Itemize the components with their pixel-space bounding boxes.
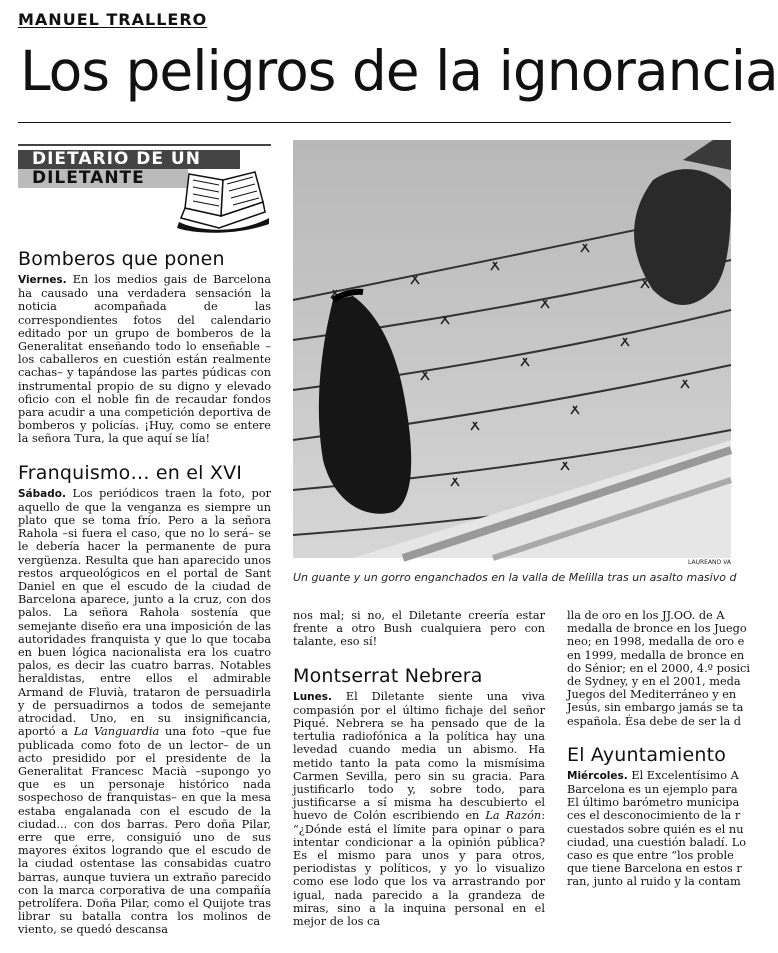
section-text-bomberos [18,273,271,446]
text-line: do Sénior; en el 2000, 4.º posici [567,661,750,675]
day-label-viernes: Viernes. [18,274,67,286]
open-book-icon [175,172,271,236]
publication-name: La Vanguardia [73,725,160,739]
section-text-ayuntamiento [567,769,767,889]
column-1 [18,136,271,953]
photo-caption: Un guante y un gorro enganchados en la valla de Melilla tras un asalto masivo d [293,571,737,584]
section-title-franquismo: Franquismo… en el XVI [18,461,243,484]
body-text: En los medios gais de Barcelona ha causado una verdadera sensación la noticia acompañada de las correspondientes fotos del calendario editado por un grupo de bomberos de la Generalitat enseñando todo lo enseñable –los caballeros en cuestión están realmente cachas– y tapándose las partes púdicas con instrumental propio de su digno y elevado oficio con el noble fin de recaudar fondos para acudir a una competición deportiva de bomberos y policías. ¡Huy, como se entere la señora Tura, la que aquí se lía! [18,273,271,446]
continued-text [567,609,767,728]
text-line: medalla de bronce en los Juego [567,622,747,636]
text-line: en 1999, medalla de bronce en [567,648,745,662]
text-line: Barcelona es un ejemplo para [567,783,738,797]
text-line: ran, junto al ruido y la contam [567,875,741,889]
section-title-bomberos: Bomberos que ponen [18,248,225,270]
photo-credit: LAUREANO VA [688,559,731,566]
day-label-sabado: Sábado. [18,487,66,500]
continued-text: nos mal; si no, el Diletante creería estar frente a otro Bush cualquiera pero con talante, eso sí! [293,609,545,649]
body-text: El Diletante siente una viva compasión por el último fichaje del señor Piqué. Nebrera se ha pensado que de la tertulia radiofónica a la política hay una levedad cuando media un abismo. Ha metido tanto la pata como la mismísima Carmen Sevilla, pero sin su gracia. Para justificarlo todo y, sobre todo, para justificarse a sí misma ha descubierto el huevo de Colón escribiendo en [293,689,545,823]
publication-name: La Razón [485,809,542,823]
text-line: El último barómetro municipa [567,796,740,810]
section-text-franquismo [18,487,271,937]
text-line: Jesús, sin embargo jamás se ta [567,701,744,715]
text-line: caso es que entre “los proble [567,849,734,863]
text-line: cuestados sobre quién es el nu [567,822,744,836]
text-line: de Sydney, y en el 2001, meda [567,675,741,689]
author-byline: MANUEL TRALLERO [18,10,208,29]
body-text: una foto –que fue publicada como foto de un lector– de un acto presidido por el presidente de la Generalitat Francesc Macià –supongo yo que es un personaje histórico nada sospechoso de franquistas– en que la mesa estaba engalanada con el escudo de la ciudad... con dos barras. Pero doña Pilar, erre que erre, consiguió uno de sus mayores éxitos logrando que el escudo de la ciudad ostentase las consabidas cuatro barras, aunque tuviera un extraño parecido con la marca corporativa de una compañía petrolífera. Doña Pilar, como el Quijote tras librar su batalla contra los molinos de viento, se quedó descansa [18,725,271,937]
dietario-rule [18,144,271,146]
photo-fence [293,140,731,558]
text-line: lla de oro en los JJ.OO. de A [567,609,725,622]
text-line: que tiene Barcelona en estos r [567,862,742,876]
text-line: neo; en 1998, medalla de oro e [567,635,745,649]
text-line: ciudad, una cuestión baladí. Lo [567,835,747,849]
column-2 [293,609,545,944]
header-rule [18,122,731,123]
day-label-miercoles: Miércoles. [567,769,628,782]
body-text: Los periódicos traen la foto, por aquello de que la venganza es siempre un plato que se toma frío. Pero a la señora Rahola –si fuera el caso, que no lo será– se le debería hacer la permanente de pura vergüenza. Resulta que han aparecido unos restos arqueológicos en el portal de Sant Daniel en que el escudo de la ciudad de Barcelona aparece, junto a la cruz, con dos palos. La señora Rahola sostenía que semejante diseño era una imposición de las autoridades franquista y que lo que tocaba en buen lógica nacionalista era los cuatro palos, es decir las cuatro barras. Notables heraldistas, entre ellos el admirable Armand de Fluvià, trataron de persuadirla y de persuadirnos a todos de semejante atrocidad. Uno, en su insignificancia, aportó a [18,486,271,739]
text-line: ces el desconocimiento de la r [567,809,741,823]
text-line: Juegos del Mediterráneo y en [567,688,737,702]
text-line: española. Ésa debe de ser la d [567,714,742,728]
dietario-logo [18,136,271,236]
headline: Los peligros de la ignorancia [20,39,778,103]
body-text: : “¿Dónde está el límite para opinar o para intentar condicionar a la opinión pública? Es el mismo para unos y para otros, periodistas y políticos, y yo lo visualizo como ese lodo que los va arrastrando por igual, nada parecido a la grandeza de miras, sino a la inquina personal en el mejor de los ca [293,809,545,929]
section-text-montserrat [293,690,545,929]
dietario-line1: DIETARIO DE UN [18,150,240,169]
column-3 [567,609,750,905]
text-line: El Excelentísimo A [627,768,739,782]
photo-image [293,140,731,558]
section-title-montserrat: Montserrat Nebrera [293,664,483,687]
day-label-lunes: Lunes. [293,690,333,703]
section-title-ayuntamiento: El Ayuntamiento [567,743,727,766]
dietario-line2: DILETANTE [18,169,188,188]
